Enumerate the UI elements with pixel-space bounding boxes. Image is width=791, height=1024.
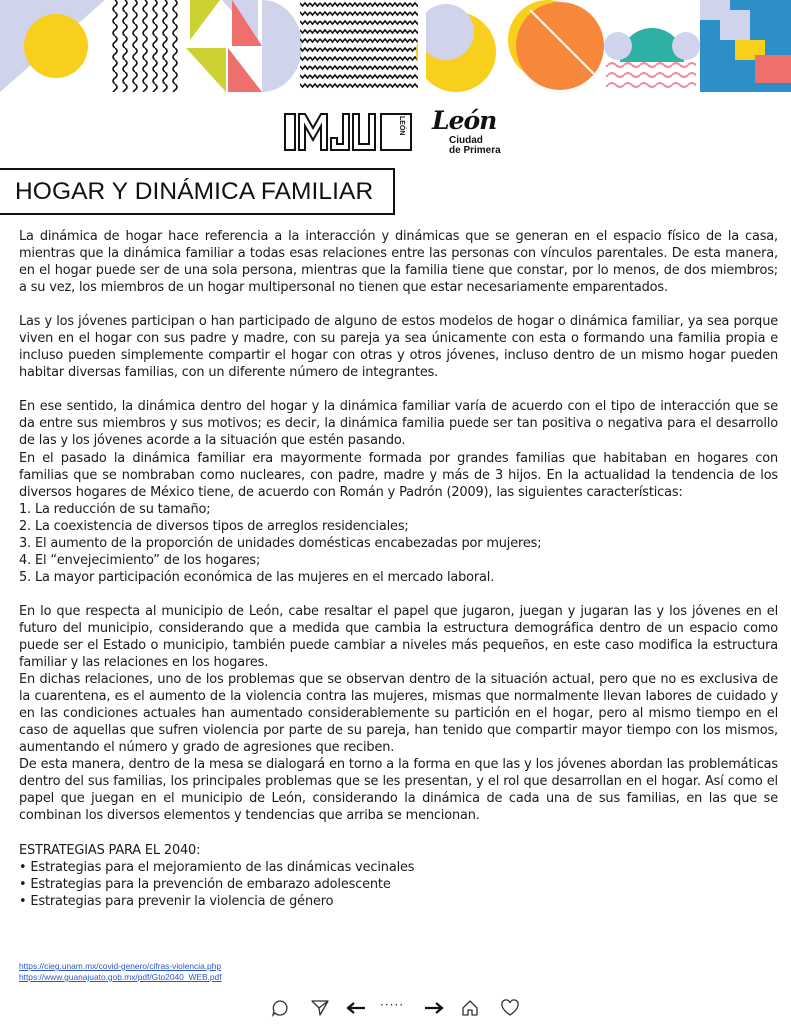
next-page-button[interactable] xyxy=(422,996,446,1020)
paragraph-2: Las y los jóvenes participan o han participado de alguno de estos modelos de hogar o dinámica familiar, ya sea porque viven en el hogar con sus padre y madre, con su pareja ya sea únicamente con esta o formando una familia propia e incluso pueden simplemente compartir el hogar con otras y otros jóvenes, incluso dentro de un mismo hogar pueden habitar diversas familias, con un diferente número de integrantes. xyxy=(19,314,778,381)
title-box xyxy=(0,168,395,215)
list-item: 1. La reducción de su tamaño; xyxy=(19,501,211,517)
references xyxy=(19,961,222,983)
decorative-banner xyxy=(0,0,791,92)
send-icon xyxy=(311,999,329,1017)
imju-logo-side-text: LEÓN xyxy=(398,116,405,136)
paragraph-7: De esta manera, dentro de la mesa se dialogará en torno a la forma en que las y los jóvenes abordan las problemáticas dentro del sus familias, los principales problemas que se les presentan, y el rol que desarrollan en el hogar. Así como el papel que juegan en el municipio de León, considerando la dinámica de cada una de sus familias, en las que se combinan los diversos elementos y tendencias que arriba se mencionan. xyxy=(19,757,778,824)
strategy-item: • Estrategias para prevenir la violencia de género xyxy=(19,893,334,909)
characteristics-list xyxy=(19,501,778,586)
imju-logo xyxy=(283,112,415,152)
leon-logo-line2: de Primera xyxy=(449,145,501,156)
banner-tile-7 xyxy=(604,0,700,92)
list-item: 4. El “envejecimiento” de los hogares; xyxy=(19,552,261,568)
home-icon xyxy=(461,999,479,1017)
paragraph-6: En dichas relaciones, uno de los problemas que se observan dentro de la situación actual, pero que no es exclusiva de la cuarentena, es el aumento de la violencia contra las mujeres, mismas que normalmente llevan labores de cuidado y en las condiciones actuales han aumentado considerablemente su partición en el hogar, pero al mismo tiempo en el caso de aquellas que sufren violencia por parte de su pareja, han tenido que compartir mayor tiempo con los mismos, aumentando el número y grado de agresiones que reciben. xyxy=(19,672,778,756)
logos-row xyxy=(0,106,791,160)
share-button[interactable] xyxy=(308,996,332,1020)
home-button[interactable] xyxy=(458,996,482,1020)
strategies-section xyxy=(19,842,778,910)
paragraph-1: La dinámica de hogar hace referencia a la interacción y dinámicas que se generan en el espacio físico de la casa, mientras que la dinámica familiar a todas esas relaciones entre las personas con vínculos parentales. De esta manera, en el hogar puede ser de una sola persona, mientras que la familia tiene que constar, por lo menos, de dos miembros; a su vez, los miembros de un hogar multipersonal no tienen que estar necesariamente emparentados. xyxy=(19,229,778,296)
previous-page-button[interactable] xyxy=(344,996,368,1020)
reference-link-1[interactable]: https://cieg.unam.mx/covid-genero/cifras-violencia.php xyxy=(19,961,222,971)
page-title: HOGAR Y DINÁMICA FAMILIAR xyxy=(15,177,374,205)
banner-tile-8 xyxy=(700,0,791,92)
list-item: 3. El aumento de la proporción de unidades domésticas encabezadas por mujeres; xyxy=(19,535,542,551)
heart-icon xyxy=(501,999,519,1017)
reference-link-2[interactable]: https://www.guanajuato.gob.mx/pdf/Gto2040_WEB.pdf xyxy=(19,972,222,982)
paragraph-3: En ese sentido, la dinámica dentro del hogar y la dinámica familiar varía de acuerdo con el tipo de interacción que se da entre sus miembros y sus motivos; es decir, la dinámica familia puede ser tan positiva o negativa para el desarrollo de las y los jóvenes acorde a la situación que estén pasando. xyxy=(19,399,778,449)
list-item: 5. La mayor participación económica de las mujeres en el mercado laboral. xyxy=(19,569,495,585)
leon-logo-line1: Ciudad xyxy=(449,135,483,146)
bottom-navigation xyxy=(268,996,528,1020)
paragraph-5: En lo que respecta al municipio de León, cabe resaltar el papel que jugaron, juegan y jugaran las y los jóvenes en el futuro del municipio, considerando que a medida que cambia la estructura demográfica dentro de un espacio como puede ser el Estado o municipio, también puede cambiar a niveles más pequeños, en este caso modifica la estructura familiar y las relaciones en los hogares. xyxy=(19,603,778,671)
strategy-item: • Estrategias para la prevención de embarazo adolescente xyxy=(19,876,391,892)
arrow-right-icon xyxy=(424,1001,444,1015)
banner-tile-5 xyxy=(416,0,496,92)
arrow-left-icon xyxy=(346,1001,366,1015)
strategies-heading: ESTRATEGIAS PARA EL 2040: xyxy=(19,842,201,858)
list-item: 2. La coexistencia de diversos tipos de arreglos residenciales; xyxy=(19,518,409,534)
banner-tile-4 xyxy=(300,0,420,92)
paragraph-4: En el pasado la dinámica familiar era mayormente formada por grandes familias que habitaban en hogares con familias que se nombraban como nucleares, con padre, madre y más de 3 hijos. En la actualidad la tendencia de los diversos hogares de México tiene, de acuerdo con Román y Padrón (2009), las siguientes características: xyxy=(19,450,778,500)
document-body xyxy=(19,228,778,910)
strategy-item: • Estrategias para el mejoramiento de las dinámicas vecinales xyxy=(19,859,415,875)
page-dots: ····· xyxy=(380,998,405,1012)
banner-tile-1 xyxy=(0,0,105,92)
banner-tile-3 xyxy=(186,0,302,92)
like-button[interactable] xyxy=(498,996,522,1020)
banner-tile-2 xyxy=(110,0,182,92)
banner-tile-6 xyxy=(508,0,604,90)
chat-bubble-icon xyxy=(271,999,289,1017)
leon-logo-script: León xyxy=(432,106,497,135)
comment-button[interactable] xyxy=(268,996,292,1020)
leon-logo xyxy=(430,106,530,158)
